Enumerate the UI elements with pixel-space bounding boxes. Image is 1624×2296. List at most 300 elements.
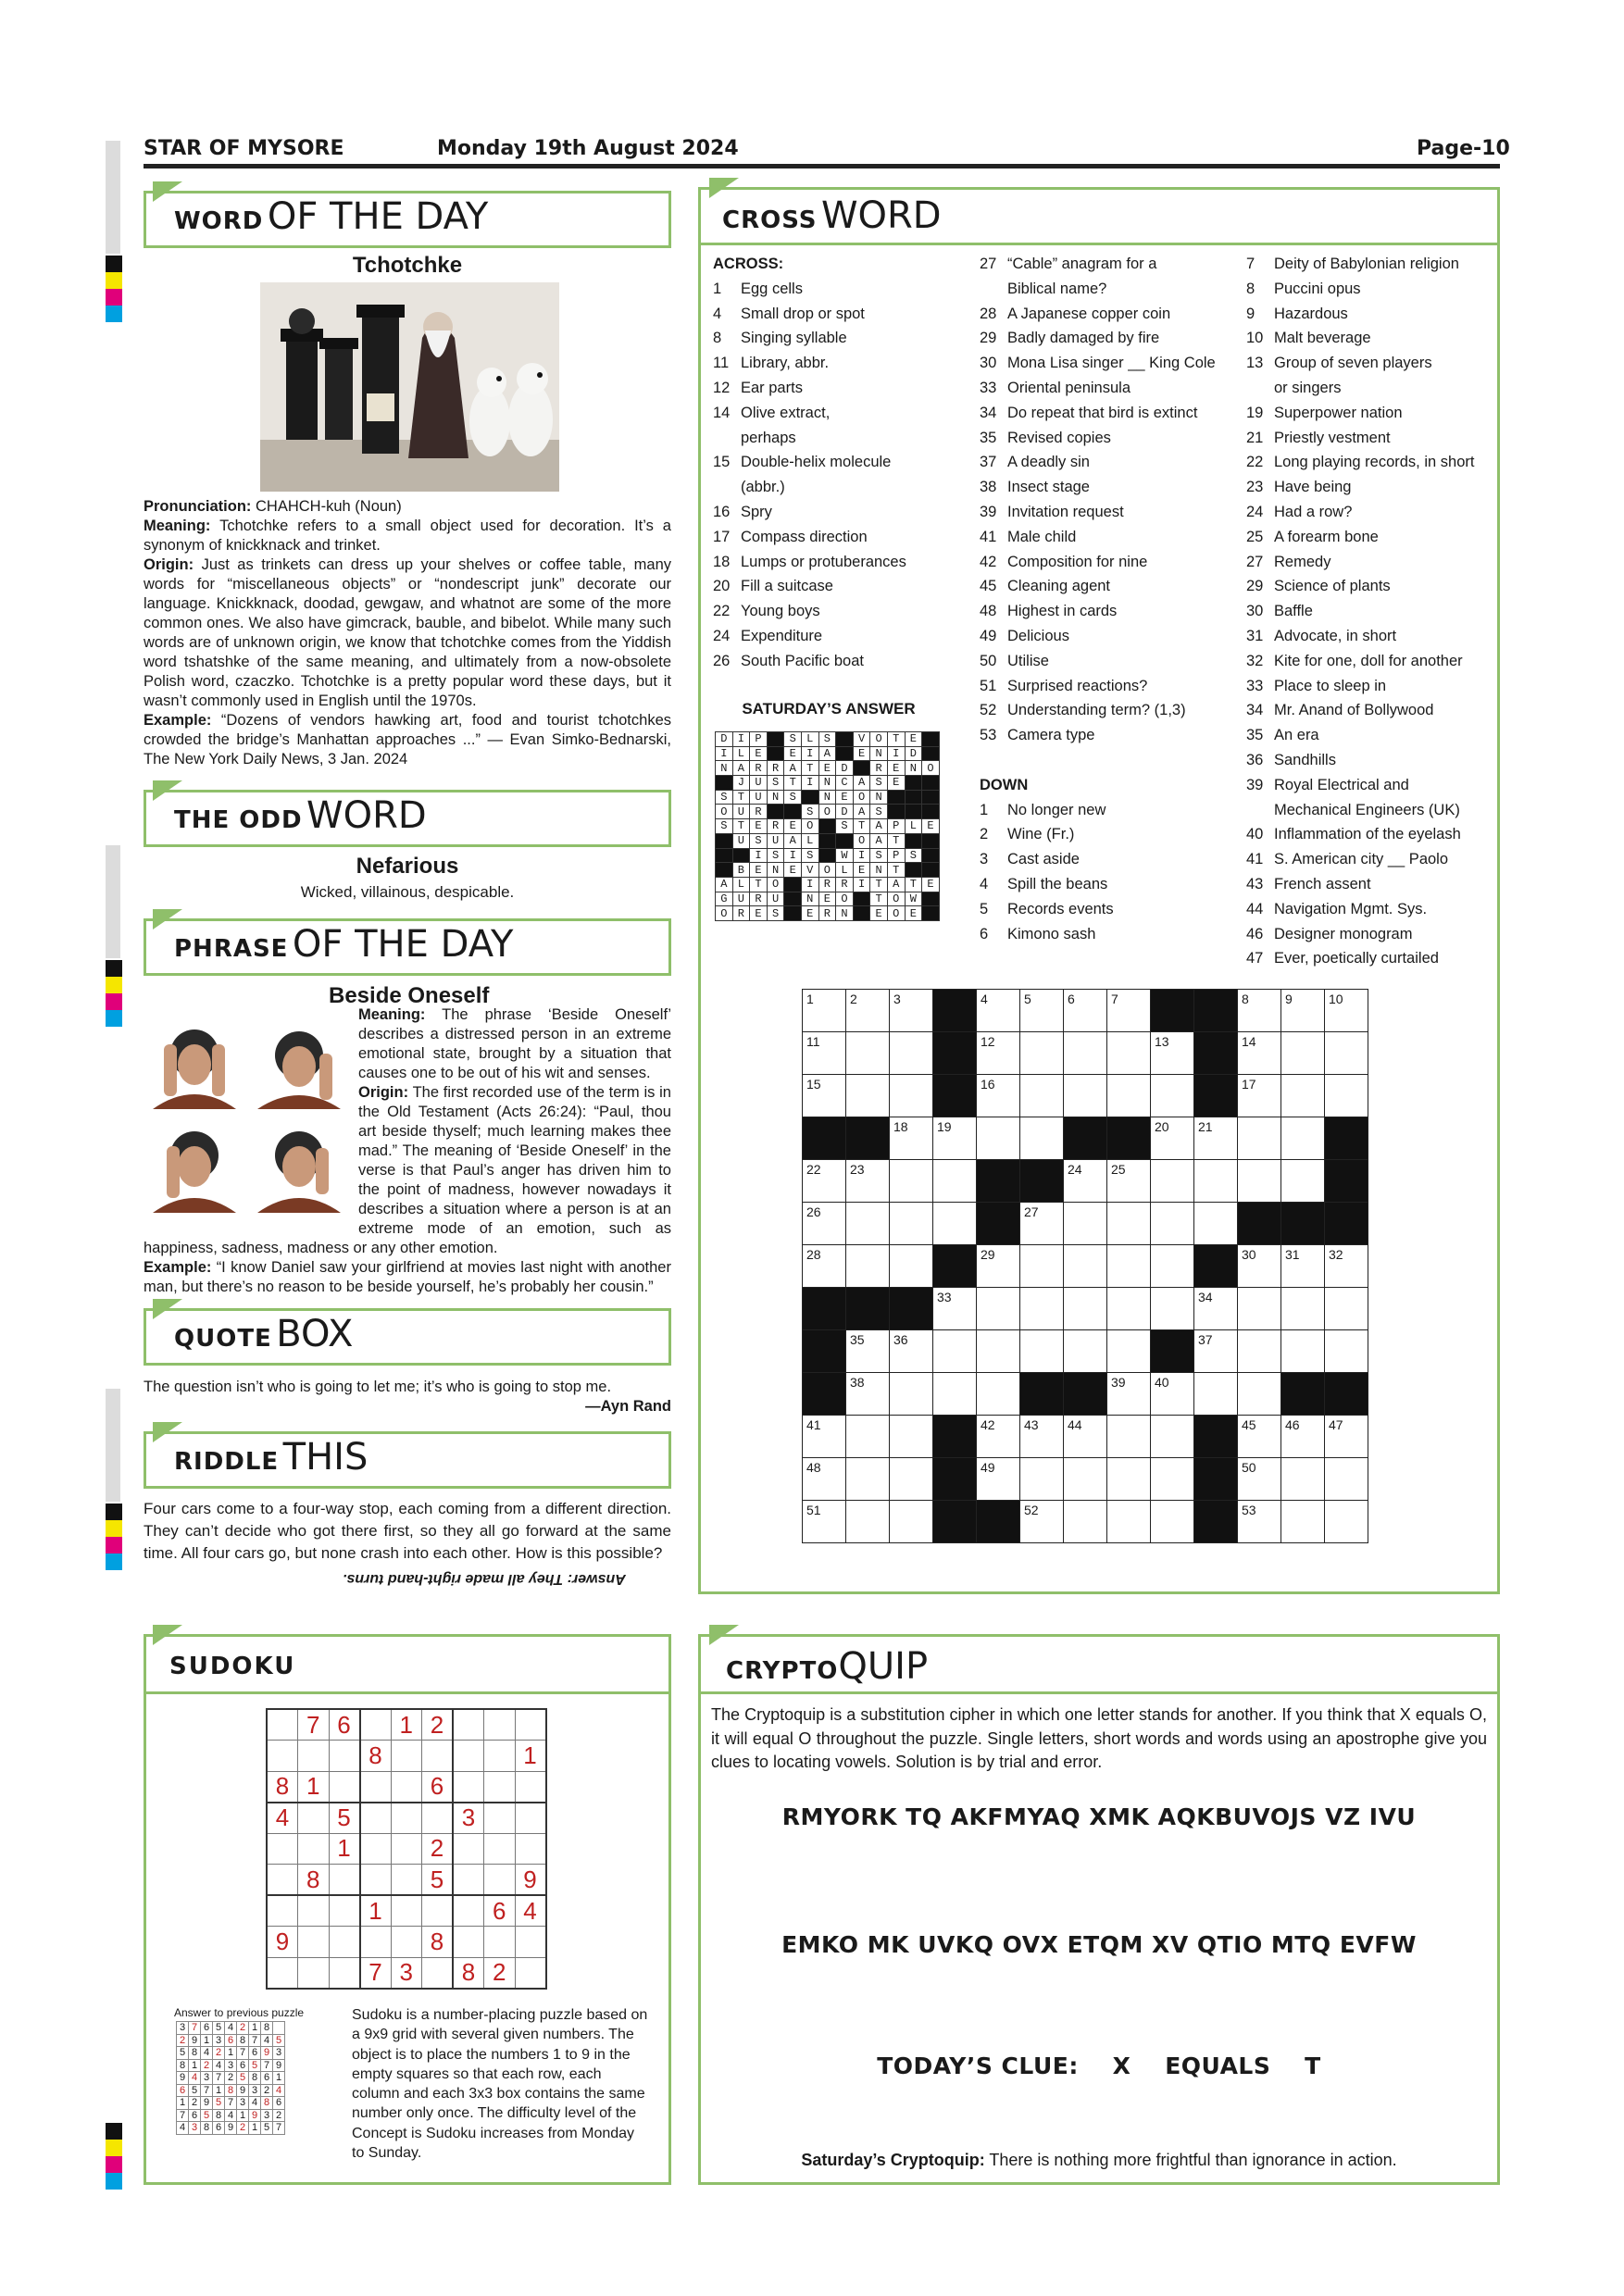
- crossword-cell[interactable]: 37: [1194, 1330, 1238, 1373]
- clue-item: 4 Small drop or spot: [713, 305, 865, 322]
- sudoku-cell[interactable]: [391, 1927, 422, 1958]
- answer-cell: I: [750, 848, 768, 863]
- answer-cell: [716, 833, 733, 848]
- crossword-cell[interactable]: 39: [1107, 1373, 1151, 1416]
- clue-item: 12 Ear parts: [713, 379, 803, 396]
- crossword-cell[interactable]: [977, 1117, 1020, 1160]
- sudoku-cell[interactable]: [360, 1709, 392, 1741]
- clue-item: 49 Delicious: [980, 627, 1069, 644]
- crossword-cell: [803, 1330, 846, 1373]
- crossword-cell[interactable]: [890, 1373, 933, 1416]
- crossword-cell[interactable]: 44: [1064, 1416, 1107, 1458]
- crossword-cell[interactable]: 52: [1020, 1501, 1064, 1543]
- sudoku-cell[interactable]: [360, 1803, 392, 1834]
- crossword-cell[interactable]: [933, 1330, 977, 1373]
- answer-cell: O: [801, 819, 818, 834]
- answer-cell: T: [784, 776, 802, 791]
- crossword-cell[interactable]: [1281, 1501, 1325, 1543]
- crossword-cell[interactable]: 7: [1107, 990, 1151, 1032]
- crossword-cell[interactable]: [933, 1373, 977, 1416]
- clue-item: 18 Lumps or protuberances: [713, 553, 906, 570]
- sudoku-cell[interactable]: [329, 1741, 360, 1772]
- crossword-cell[interactable]: [1064, 1501, 1107, 1543]
- sudoku-cell[interactable]: [484, 1927, 516, 1958]
- answer-cell: [784, 892, 802, 906]
- crossword-cell[interactable]: 29: [977, 1245, 1020, 1288]
- sudoku-cell[interactable]: [484, 1865, 516, 1896]
- crossword-cell[interactable]: 51: [803, 1501, 846, 1543]
- crossword-cell[interactable]: 30: [1238, 1245, 1281, 1288]
- sudoku-cell[interactable]: 8: [360, 1741, 392, 1772]
- sudoku-answer-cell: 6: [189, 2109, 201, 2122]
- crossword-cell[interactable]: [1020, 1245, 1064, 1288]
- crossword-cell[interactable]: [1064, 1458, 1107, 1501]
- sudoku-answer-cell: 3: [225, 2059, 237, 2072]
- crossword-cell[interactable]: 5: [1020, 990, 1064, 1032]
- answer-cell: S: [784, 732, 802, 747]
- sudoku-answer-cell: 3: [177, 2022, 189, 2035]
- clue-item: 10 Malt beverage: [1246, 330, 1371, 347]
- sudoku-cell[interactable]: 2: [422, 1833, 454, 1865]
- answer-cell: T: [732, 819, 750, 834]
- crossword-cell[interactable]: [1151, 1203, 1194, 1245]
- crossword-cell[interactable]: 16: [977, 1075, 1020, 1117]
- across-clues-col1: ACROSS: 1 Egg cells 4 Small drop or spot 8 Singing syllable 11 Library, abbr. 12 Ear parts 14 Olive extract, perhaps 15 Double-helix molecule (abbr.) 16 Spry 17 Compass direction 18 Lumps or protuberances 20 Fill a suitcase 22 Young boys 24 Expenditure 26 South Pacific boat: [713, 252, 906, 674]
- sudoku-cell[interactable]: 1: [515, 1741, 546, 1772]
- sudoku-cell[interactable]: [360, 1865, 392, 1896]
- crossword-cell[interactable]: [1238, 1288, 1281, 1330]
- sudoku-cell[interactable]: [267, 1741, 298, 1772]
- sudoku-cell[interactable]: 8: [422, 1927, 454, 1958]
- crossword-cell[interactable]: [977, 1288, 1020, 1330]
- crossword-cell[interactable]: [1020, 1288, 1064, 1330]
- crossword-cell[interactable]: [1238, 1117, 1281, 1160]
- crossword-cell[interactable]: 42: [977, 1416, 1020, 1458]
- crossword-cell[interactable]: [1020, 1458, 1064, 1501]
- crossword-cell[interactable]: 13: [1151, 1032, 1194, 1075]
- crossword-cell[interactable]: [1151, 1160, 1194, 1203]
- sudoku-answer-cell: 8: [189, 2047, 201, 2060]
- crossword-cell[interactable]: 20: [1151, 1117, 1194, 1160]
- sudoku-cell[interactable]: 3: [453, 1803, 484, 1834]
- sudoku-answer-cell: 7: [237, 2047, 249, 2060]
- crossword-cell[interactable]: 22: [803, 1160, 846, 1203]
- crossword-cell[interactable]: 35: [846, 1330, 890, 1373]
- crossword-cell[interactable]: 24: [1064, 1160, 1107, 1203]
- crossword-cell[interactable]: [1151, 1501, 1194, 1543]
- crossword-cell[interactable]: [846, 1245, 890, 1288]
- crossword-cell[interactable]: [846, 1203, 890, 1245]
- sudoku-answer-cell: 6: [225, 2034, 237, 2047]
- sudoku-cell[interactable]: 3: [391, 1957, 422, 1989]
- crossword-cell: [933, 1501, 977, 1543]
- sudoku-cell[interactable]: 4: [267, 1803, 298, 1834]
- sudoku-cell[interactable]: [329, 1865, 360, 1896]
- crossword-cell[interactable]: [1325, 1501, 1368, 1543]
- crossword-cell[interactable]: [846, 1501, 890, 1543]
- answer-cell: L: [732, 877, 750, 892]
- crossword-cell[interactable]: 23: [846, 1160, 890, 1203]
- crossword-cell: [1151, 990, 1194, 1032]
- crossword-cell[interactable]: [1194, 1373, 1238, 1416]
- sudoku-cell[interactable]: [484, 1803, 516, 1834]
- answer-cell: A: [853, 805, 870, 819]
- answer-cell: N: [870, 746, 888, 761]
- answer-cell: V: [801, 863, 818, 878]
- answer-cell: S: [801, 848, 818, 863]
- crossword-cell[interactable]: [1281, 1075, 1325, 1117]
- sudoku-answer-cell: 5: [237, 2072, 249, 2085]
- sudoku-cell[interactable]: [515, 1957, 546, 1989]
- crossword-cell[interactable]: 4: [977, 990, 1020, 1032]
- crossword-cell[interactable]: 10: [1325, 990, 1368, 1032]
- crossword-cell[interactable]: [1020, 1032, 1064, 1075]
- crossword-cell[interactable]: [1194, 1203, 1238, 1245]
- sudoku-cell[interactable]: [360, 1771, 392, 1803]
- sudoku-cell[interactable]: [267, 1895, 298, 1927]
- sudoku-answer-cell: 1: [249, 2022, 261, 2035]
- crossword-cell[interactable]: [846, 1032, 890, 1075]
- crossword-cell[interactable]: [1281, 1117, 1325, 1160]
- crossword-cell[interactable]: 46: [1281, 1416, 1325, 1458]
- clue-item: 20 Fill a suitcase: [713, 578, 833, 595]
- crossword-cell[interactable]: 14: [1238, 1032, 1281, 1075]
- clue-item: 27 “Cable” anagram for a: [980, 256, 1157, 272]
- crossword-cell[interactable]: [1107, 1458, 1151, 1501]
- crossword-cell[interactable]: 15: [803, 1075, 846, 1117]
- sudoku-cell[interactable]: [360, 1927, 392, 1958]
- crossword-cell[interactable]: 43: [1020, 1416, 1064, 1458]
- crossword-cell[interactable]: 34: [1194, 1288, 1238, 1330]
- clue-item: 8 Singing syllable: [713, 330, 847, 347]
- crossword-cell[interactable]: [846, 1458, 890, 1501]
- crossword-cell[interactable]: [1194, 1160, 1238, 1203]
- crossword-cell[interactable]: [1064, 1330, 1107, 1373]
- sudoku-cell[interactable]: [298, 1957, 330, 1989]
- sudoku-cell[interactable]: [391, 1865, 422, 1896]
- crossword-cell[interactable]: [1281, 1330, 1325, 1373]
- answer-cell: T: [887, 833, 905, 848]
- crossword-cell[interactable]: 25: [1107, 1160, 1151, 1203]
- answer-cell: E: [818, 892, 836, 906]
- crossword-cell[interactable]: 31: [1281, 1245, 1325, 1288]
- sudoku-cell[interactable]: 4: [515, 1895, 546, 1927]
- crossword-cell[interactable]: [1281, 1032, 1325, 1075]
- crossword-cell[interactable]: [890, 1416, 933, 1458]
- sudoku-cell[interactable]: [484, 1741, 516, 1772]
- crossword-cell: [1020, 1160, 1064, 1203]
- crossword-cell[interactable]: [1281, 1288, 1325, 1330]
- sudoku-answer-cell: 7: [225, 2097, 237, 2110]
- sudoku-cell[interactable]: [515, 1927, 546, 1958]
- crossword-cell[interactable]: 50: [1238, 1458, 1281, 1501]
- sudoku-cell[interactable]: [515, 1709, 546, 1741]
- crossword-cell[interactable]: [1325, 1330, 1368, 1373]
- phrase-text: Beside Oneself: [329, 983, 490, 1008]
- sudoku-answer-cell: 9: [189, 2034, 201, 2047]
- crossword-cell[interactable]: [846, 1075, 890, 1117]
- sudoku-cell[interactable]: [391, 1771, 422, 1803]
- crossword-cell[interactable]: [977, 1373, 1020, 1416]
- answer-cell: U: [750, 776, 768, 791]
- sudoku-cell[interactable]: [298, 1895, 330, 1927]
- crossword-cell[interactable]: 33: [933, 1288, 977, 1330]
- crossword-cell[interactable]: [1107, 1288, 1151, 1330]
- sudoku-cell[interactable]: [484, 1709, 516, 1741]
- sudoku-cell[interactable]: 5: [422, 1865, 454, 1896]
- answer-cell: S: [767, 848, 784, 863]
- sudoku-cell[interactable]: [391, 1895, 422, 1927]
- sudoku-cell[interactable]: 6: [422, 1771, 454, 1803]
- sudoku-answer-cell: 9: [237, 2084, 249, 2097]
- answer-cell: I: [784, 848, 802, 863]
- sudoku-answer-cell: 4: [261, 2034, 273, 2047]
- crossword-cell[interactable]: [1064, 1075, 1107, 1117]
- crossword-cell[interactable]: 49: [977, 1458, 1020, 1501]
- header-rule: [144, 164, 1500, 168]
- answer-cell: E: [870, 906, 888, 921]
- crossword-cell[interactable]: 11: [803, 1032, 846, 1075]
- crossword-cell[interactable]: [1151, 1245, 1194, 1288]
- crossword-cell: [933, 990, 977, 1032]
- crossword-cell[interactable]: 3: [890, 990, 933, 1032]
- crossword-cell[interactable]: [1064, 1032, 1107, 1075]
- sudoku-cell[interactable]: [267, 1865, 298, 1896]
- answer-cell: S: [870, 848, 888, 863]
- crossword-cell[interactable]: [1325, 1288, 1368, 1330]
- sudoku-cell[interactable]: [329, 1771, 360, 1803]
- crossword-cell[interactable]: [1064, 1245, 1107, 1288]
- crossword-cell[interactable]: 28: [803, 1245, 846, 1288]
- answer-cell: T: [732, 790, 750, 805]
- crossword-cell[interactable]: [1064, 1203, 1107, 1245]
- sudoku-cell[interactable]: [298, 1927, 330, 1958]
- crossword-cell[interactable]: 1: [803, 990, 846, 1032]
- crossword-cell[interactable]: [1151, 1458, 1194, 1501]
- crossword-cell[interactable]: [1020, 1075, 1064, 1117]
- crossword-cell[interactable]: 2: [846, 990, 890, 1032]
- crossword-cell[interactable]: [977, 1330, 1020, 1373]
- crossword-cell[interactable]: 32: [1325, 1245, 1368, 1288]
- answer-cell: N: [905, 761, 922, 776]
- clue-item: 46 Designer monogram: [1246, 925, 1413, 942]
- sudoku-cell[interactable]: [453, 1833, 484, 1865]
- crossword-cell[interactable]: [1325, 1032, 1368, 1075]
- sudoku-cell[interactable]: [515, 1833, 546, 1865]
- answer-cell: U: [767, 892, 784, 906]
- clue-item: 41 Male child: [980, 528, 1077, 545]
- sudoku-cell[interactable]: [515, 1803, 546, 1834]
- sudoku-cell[interactable]: [329, 1927, 360, 1958]
- crossword-cell[interactable]: 40: [1151, 1373, 1194, 1416]
- crossword-cell[interactable]: 17: [1238, 1075, 1281, 1117]
- crossword-cell[interactable]: [933, 1203, 977, 1245]
- sudoku-answer-cell: 4: [189, 2072, 201, 2085]
- sudoku-cell[interactable]: 8: [453, 1957, 484, 1989]
- sudoku-cell[interactable]: 1: [329, 1833, 360, 1865]
- sudoku-cell[interactable]: [267, 1957, 298, 1989]
- sudoku-cell[interactable]: 2: [484, 1957, 516, 1989]
- sudoku-cell[interactable]: [391, 1741, 422, 1772]
- sudoku-cell[interactable]: [453, 1741, 484, 1772]
- clue-item: 29 Science of plants: [1246, 578, 1391, 595]
- odd-word: Nefarious: [356, 854, 459, 879]
- answer-cell: R: [750, 761, 768, 776]
- crossword-cell[interactable]: [1238, 1373, 1281, 1416]
- sudoku-cell[interactable]: [453, 1895, 484, 1927]
- answer-cell: E: [784, 863, 802, 878]
- crossword-cell[interactable]: 19: [933, 1117, 977, 1160]
- crossword-cell[interactable]: [890, 1032, 933, 1075]
- sudoku-cell[interactable]: [453, 1709, 484, 1741]
- crossword-cell[interactable]: 27: [1020, 1203, 1064, 1245]
- answer-cell: E: [853, 863, 870, 878]
- sudoku-cell[interactable]: 7: [298, 1709, 330, 1741]
- sudoku-cell[interactable]: 2: [422, 1709, 454, 1741]
- sudoku-cell[interactable]: 1: [298, 1771, 330, 1803]
- crossword-cell[interactable]: 12: [977, 1032, 1020, 1075]
- crossword-cell[interactable]: 21: [1194, 1117, 1238, 1160]
- answer-cell: S: [716, 819, 733, 834]
- sudoku-cell[interactable]: [515, 1771, 546, 1803]
- sudoku-cell[interactable]: [391, 1803, 422, 1834]
- crossword-cell[interactable]: [1107, 1416, 1151, 1458]
- sudoku-cell[interactable]: [267, 1709, 298, 1741]
- sudoku-answer-cell: 1: [177, 2097, 189, 2110]
- answer-cell: [732, 848, 750, 863]
- sudoku-cell[interactable]: [298, 1803, 330, 1834]
- sudoku-cell[interactable]: [267, 1833, 298, 1865]
- sudoku-answer-cell: 1: [249, 2122, 261, 2135]
- sudoku-cell[interactable]: [298, 1741, 330, 1772]
- sudoku-cell[interactable]: [453, 1927, 484, 1958]
- crossword-cell[interactable]: 45: [1238, 1416, 1281, 1458]
- crossword-cell[interactable]: [1281, 1160, 1325, 1203]
- answer-cell: N: [716, 761, 733, 776]
- crossword-cell[interactable]: 6: [1064, 990, 1107, 1032]
- sudoku-cell[interactable]: 8: [267, 1771, 298, 1803]
- crossword-cell[interactable]: [1151, 1416, 1194, 1458]
- sudoku-cell[interactable]: 8: [298, 1865, 330, 1896]
- crossword-cell[interactable]: [1107, 1032, 1151, 1075]
- sudoku-grid[interactable]: [266, 1708, 547, 1990]
- sudoku-cell[interactable]: [422, 1803, 454, 1834]
- sudoku-cell[interactable]: [422, 1895, 454, 1927]
- crossword-grid[interactable]: [802, 989, 1368, 1543]
- crossword-cell[interactable]: [1107, 1245, 1151, 1288]
- crossword-cell[interactable]: [1325, 1458, 1368, 1501]
- crossword-cell[interactable]: 36: [890, 1330, 933, 1373]
- answer-cell: N: [767, 790, 784, 805]
- sudoku-cell[interactable]: [329, 1895, 360, 1927]
- crossword-cell[interactable]: [1151, 1075, 1194, 1117]
- clue-item: 35 An era: [1246, 727, 1319, 744]
- answer-cell: L: [732, 746, 750, 761]
- clue-item: 7 Deity of Babylonian religion: [1246, 256, 1459, 272]
- sudoku-cell[interactable]: [484, 1771, 516, 1803]
- sudoku-cell[interactable]: 6: [484, 1895, 516, 1927]
- crossword-cell[interactable]: [890, 1075, 933, 1117]
- crossword-cell[interactable]: 41: [803, 1416, 846, 1458]
- crossword-cell[interactable]: [1238, 1330, 1281, 1373]
- sudoku-answer-cell: 6: [261, 2072, 273, 2085]
- cryptoquip-line-1: RMYORK TQ AKFMYAQ XMK AQKBUVOJS VZ IVU: [781, 1803, 1417, 1830]
- crossword-cell[interactable]: 47: [1325, 1416, 1368, 1458]
- crossword-cell[interactable]: [890, 1245, 933, 1288]
- answer-cell: T: [853, 819, 870, 834]
- sudoku-cell[interactable]: [329, 1957, 360, 1989]
- crossword-cell[interactable]: [890, 1160, 933, 1203]
- crossword-cell[interactable]: [933, 1160, 977, 1203]
- crossword-cell[interactable]: 8: [1238, 990, 1281, 1032]
- crossword-cell[interactable]: [1238, 1160, 1281, 1203]
- sudoku-answer-cell: 5: [201, 2109, 213, 2122]
- crossword-cell[interactable]: [1151, 1288, 1194, 1330]
- crossword-cell[interactable]: [890, 1458, 933, 1501]
- sudoku-cell[interactable]: 6: [329, 1709, 360, 1741]
- crossword-cell[interactable]: 53: [1238, 1501, 1281, 1543]
- crossword-cell[interactable]: [1325, 1075, 1368, 1117]
- crossword-cell: [933, 1075, 977, 1117]
- sudoku-cell[interactable]: 9: [267, 1927, 298, 1958]
- crossword-cell[interactable]: [846, 1416, 890, 1458]
- registration-strip: [106, 1389, 120, 1502]
- clue-item: 51 Surprised reactions?: [980, 677, 1148, 694]
- sudoku-answer-cell: 4: [249, 2097, 261, 2110]
- sudoku-answer-cell: 4: [225, 2109, 237, 2122]
- answer-cell: O: [818, 863, 836, 878]
- sudoku-cell[interactable]: [422, 1741, 454, 1772]
- answer-cell: [784, 906, 802, 921]
- crossword-cell[interactable]: [1020, 1330, 1064, 1373]
- sudoku-cell[interactable]: [391, 1833, 422, 1865]
- sudoku-cell[interactable]: 5: [329, 1803, 360, 1834]
- color-swatches: [106, 256, 122, 322]
- crossword-cell[interactable]: [1107, 1203, 1151, 1245]
- sudoku-cell[interactable]: 9: [515, 1865, 546, 1896]
- answer-cell: T: [887, 732, 905, 747]
- sudoku-cell[interactable]: [422, 1957, 454, 1989]
- crossword-cell[interactable]: [890, 1501, 933, 1543]
- sudoku-cell[interactable]: [453, 1771, 484, 1803]
- sudoku-cell[interactable]: 1: [360, 1895, 392, 1927]
- crossword-cell[interactable]: 26: [803, 1203, 846, 1245]
- crossword-cell[interactable]: [1107, 1501, 1151, 1543]
- crossword-cell[interactable]: 48: [803, 1458, 846, 1501]
- sudoku-cell[interactable]: [298, 1833, 330, 1865]
- sudoku-cell[interactable]: [360, 1833, 392, 1865]
- sudoku-answer-cell: 8: [237, 2034, 249, 2047]
- crossword-cell: [1238, 1203, 1281, 1245]
- crossword-cell[interactable]: 9: [1281, 990, 1325, 1032]
- crossword-cell[interactable]: [1107, 1330, 1151, 1373]
- sudoku-cell[interactable]: 7: [360, 1957, 392, 1989]
- sudoku-answer-cell: 7: [213, 2072, 225, 2085]
- crossword-cell[interactable]: [1020, 1117, 1064, 1160]
- crossword-cell[interactable]: [890, 1203, 933, 1245]
- crossword-cell[interactable]: 38: [846, 1373, 890, 1416]
- sudoku-answer-cell: 8: [249, 2072, 261, 2085]
- crossword-cell[interactable]: 18: [890, 1117, 933, 1160]
- sudoku-cell[interactable]: 1: [391, 1709, 422, 1741]
- crossword-cell[interactable]: [1107, 1075, 1151, 1117]
- sudoku-cell[interactable]: [453, 1865, 484, 1896]
- crossword-cell[interactable]: [1281, 1458, 1325, 1501]
- answer-cell: [887, 805, 905, 819]
- crossword-cell[interactable]: [1064, 1288, 1107, 1330]
- sudoku-answer-cell: 3: [213, 2034, 225, 2047]
- sudoku-cell[interactable]: [484, 1833, 516, 1865]
